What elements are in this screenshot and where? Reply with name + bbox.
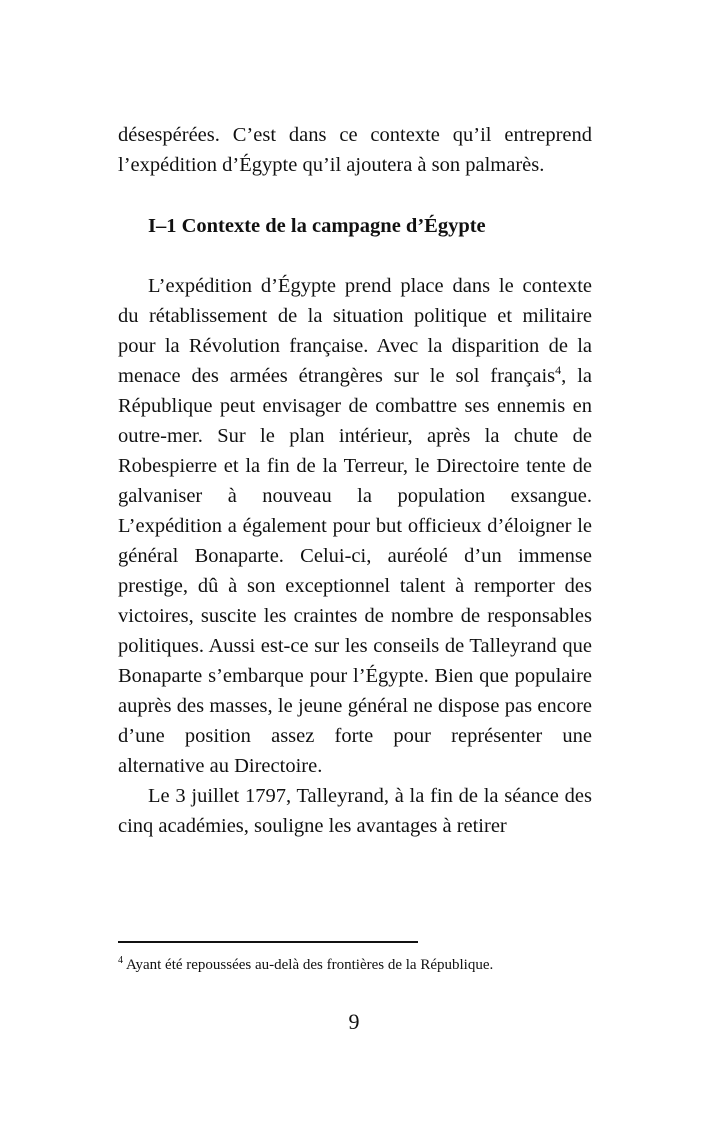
footnote-reference[interactable]: 4 xyxy=(555,363,562,378)
footnote-number: 4 xyxy=(118,955,123,966)
paragraph-1 xyxy=(118,271,592,781)
body-text xyxy=(118,271,592,841)
footnote xyxy=(118,955,592,975)
page-number: 9 xyxy=(348,1009,360,1034)
footnote-text: Ayant été repoussées au-delà des frontières de la République. xyxy=(126,957,494,973)
paragraph-1-part-2: , la République peut envisager de combattre ses ennemis en outre-mer. Sur le plan intérieur, après la chute de Robespierre et la fin de la Terreur, le Directoire tente de galvaniser à nouveau la population exsangue. L’expédition a également pour but officieux d’éloigner le général Bonaparte. Celui-ci, auréolé d’un immense prestige, dû à son exceptionnel talent à remporter des victoires, suscite les craintes de nombre de responsables politiques. Aussi est-ce sur les conseils de Talleyrand que Bonaparte s’embarque pour l’Égypte. Bien que populaire auprès des masses, le jeune général ne dispose pas encore d’une position assez forte pour représenter une alternative au Directoire. xyxy=(118,365,592,777)
section-heading: I–1 Contexte de la campagne d’Égypte xyxy=(148,215,486,237)
intro-text xyxy=(118,120,592,180)
intro-paragraph: désespérées. C’est dans ce contexte qu’il entreprend l’expédition d’Égypte qu’il ajoutera à son palmarès. xyxy=(118,124,592,176)
paragraph-2: Le 3 juillet 1797, Talleyrand, à la fin de la séance des cinq académies, souligne les avantages à retirer xyxy=(118,785,592,837)
paragraph-1-part-1: L’expédition d’Égypte prend place dans le contexte du rétablissement de la situation politique et militaire pour la Révolution française. Avec la disparition de la menace des armées étrangères sur le sol français xyxy=(118,275,592,387)
footnote-divider xyxy=(118,941,418,943)
